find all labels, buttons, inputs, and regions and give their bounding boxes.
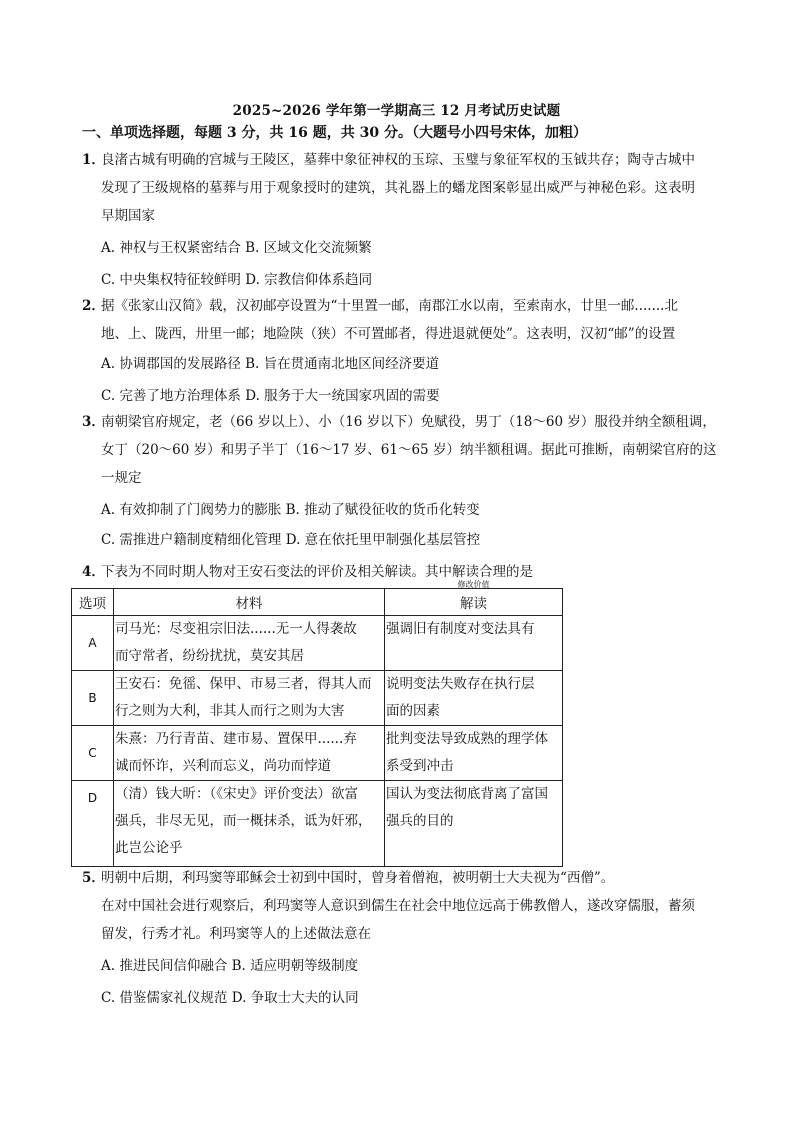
stem-line: 女丁（20～60 岁）和男子半丁（16～17 岁、61～65 岁）纳半额租调。据此可推断，南朝梁官府的这 — [101, 442, 717, 458]
stem-line: 一规定 — [101, 470, 142, 486]
table-row — [72, 671, 563, 726]
question-number: 2． — [82, 298, 105, 314]
question-number: 3． — [82, 414, 105, 430]
stem-line: 南朝梁官府规定，老（66 岁以上）、小（16 岁以下）免赋役，男丁（18～60 岁）服役并纳全额租调， — [101, 414, 716, 430]
stem-line: 早期国家 — [101, 208, 155, 224]
stem-line: 据《张家山汉简》载，汉初邮亭设置为“十里置一邮，南郡江水以南，至索南水，廿里一邮.......北 — [101, 298, 678, 314]
option-cell: A — [72, 616, 114, 671]
table-row — [72, 616, 563, 671]
option-line: A. 协调郡国的发展路径 B. 旨在贯通南北地区间经济要道 — [101, 356, 440, 372]
material-cell: 司马光：尽变祖宗旧法......无一人得袭故 而守常者，纷纷扰扰，莫安其居 — [114, 616, 385, 671]
reading-cell: 强调旧有制度对变法具有 — [385, 616, 563, 671]
reading-cell: 批判变法导致成熟的理学体 系受到冲击 — [385, 726, 563, 781]
stem-line: 留发，行秀才礼。利玛窦等人的上述做法意在 — [101, 926, 371, 942]
stem-line: 地、上、陇西，卅里一邮；地险陕（狭）不可置邮者，得进退就便处”。这表明，汉初“邮”的设置 — [101, 326, 676, 342]
material-cell: 朱熹：乃行青苗、建市易、置保甲......弃 诚而怀诈，兴利而忘义，尚功而悖道 — [114, 726, 385, 781]
section-heading: 一、单项选择题，每题 3 分，共 16 题，共 30 分。（大题号小四号宋体，加粗） — [82, 125, 587, 141]
reading-cell: 说明变法失败存在执行层 面的因素 — [385, 671, 563, 726]
option-cell: C — [72, 726, 114, 781]
option-line: C. 完善了地方治理体系 D. 服务于大一统国家巩固的需要 — [101, 388, 440, 404]
option-line: A. 推进民间信仰融合 B. 适应明朝等级制度 — [101, 958, 359, 974]
option-line: C. 需推进户籍制度精细化管理 D. 意在依托里甲制强化基层管控 — [101, 532, 481, 548]
option-line: A. 有效抑制了门阀势力的膨胀 B. 推动了赋役征收的货币化转变 — [101, 502, 480, 518]
question-2 — [82, 292, 742, 348]
stem-line: 在对中国社会进行观察后，利玛窦等人意识到儒生在社会中地位远高于佛教僧人，遂改穿儒服，蓄须 — [101, 898, 695, 914]
stem-line: 良渚古城有明确的宫城与王陵区，墓葬中象征神权的玉琮、玉璧与象征军权的玉钺共存；陶寺古城中 — [101, 152, 695, 168]
header-annotation: 修改价值 — [457, 580, 490, 589]
question-number: 1． — [82, 152, 105, 168]
question-3 — [82, 408, 742, 492]
stem-line: 下表为不同时期人物对王安石变法的评价及相关解读。其中解读合理的是 — [101, 564, 533, 580]
stem-line: 明朝中后期，利玛窦等耶稣会士初到中国时，曾身着僧袍，被明朝士大夫视为“西僧”。 — [101, 870, 615, 886]
option-line: A. 神权与王权紧密结合 B. 区域文化交流频繁 — [101, 240, 372, 256]
question-5 — [82, 864, 742, 948]
column-header: 材料 — [114, 589, 385, 616]
table-row — [72, 781, 563, 867]
table-header-row — [72, 589, 563, 616]
stem-line: 发现了王级规格的墓葬与用于观象授时的建筑，其礼器上的蟠龙图案彰显出威严与神秘色彩。这表明 — [101, 180, 695, 196]
option-cell: D — [72, 781, 114, 867]
exam-title: 2025~2026 学年第一学期高三 12 月考试历史试题 — [232, 103, 561, 119]
question-1 — [82, 146, 742, 230]
option-cell: B — [72, 671, 114, 726]
material-cell: （清）钱大昕：（《宋史》评价变法）欲富 强兵，非尽无见，而一概抹杀，诋为奸邪， 此岂公论乎 — [114, 781, 385, 867]
reading-cell: 国认为变法彻底背离了富国 强兵的目的 — [385, 781, 563, 867]
question-number: 5． — [82, 870, 105, 886]
column-header: 选项 — [72, 589, 114, 616]
option-line: C. 中央集权特征较鲜明 D. 宗教信仰体系趋同 — [101, 272, 373, 288]
question-number: 4． — [82, 564, 105, 580]
table-row — [72, 726, 563, 781]
material-cell: 王安石：免徭、保甲、市易三者，得其人而 行之则为大利，非其人而行之则为大害 — [114, 671, 385, 726]
comparison-table — [71, 580, 563, 867]
column-header: 修改价值 解读 — [385, 589, 563, 616]
option-line: C. 借鉴儒家礼仪规范 D. 争取士大夫的认同 — [101, 990, 359, 1006]
